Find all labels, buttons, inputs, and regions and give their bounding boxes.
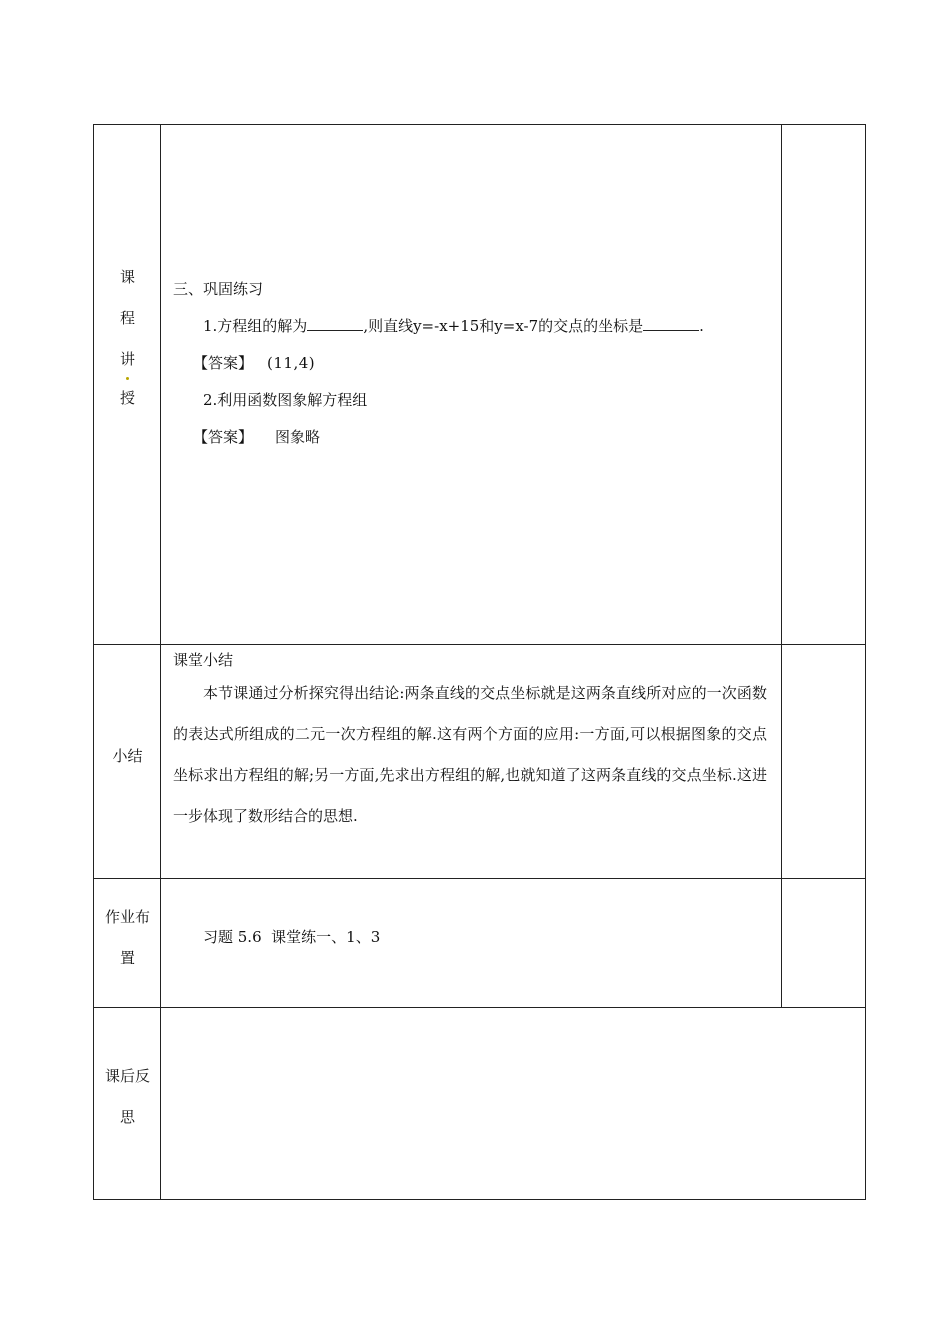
lecture-label-char-4: 授 xyxy=(119,389,135,407)
summary-label-cell xyxy=(94,645,161,879)
summary-label: 小结 xyxy=(112,747,143,765)
lecture-note-cell xyxy=(782,125,866,645)
homework-note-cell xyxy=(782,879,866,1008)
summary-content xyxy=(173,647,767,837)
question-1-middle: ,则直线y=-x+15和y=x-7的交点的坐标是 xyxy=(363,317,644,335)
answer-1-value: (11,4) xyxy=(267,354,316,372)
answer-2 xyxy=(173,419,767,456)
lecture-content-cell xyxy=(161,125,782,645)
question-1-prefix: 1.方程组的解为 xyxy=(203,317,308,335)
question-1-suffix: . xyxy=(699,317,704,335)
homework-text: 习题 5.6 课堂练一、1、3 xyxy=(203,928,381,946)
question-2: 2.利用函数图象解方程组 xyxy=(203,391,368,409)
lecture-row xyxy=(94,125,866,645)
answer-1-label: 【答案】 xyxy=(193,354,254,372)
answer-blank-2 xyxy=(643,316,699,331)
lecture-label-char-2: 程 xyxy=(119,309,135,327)
summary-row xyxy=(94,645,866,879)
lecture-label-char-3: 讲 xyxy=(119,350,135,368)
lecture-label xyxy=(94,267,161,408)
answer-blank-1 xyxy=(307,316,363,331)
lecture-content xyxy=(173,271,767,456)
homework-row xyxy=(94,879,866,1008)
homework-label-line-2: 置 xyxy=(119,949,135,967)
answer-2-value: 图象略 xyxy=(275,428,321,446)
reflection-row xyxy=(94,1008,866,1200)
homework-content-cell xyxy=(161,879,782,1008)
reflection-content-cell xyxy=(161,1008,866,1200)
homework-label-line-1: 作业布 xyxy=(104,908,150,926)
practice-heading: 三、巩固练习 xyxy=(173,280,264,298)
summary-content-cell xyxy=(161,645,782,879)
summary-heading: 课堂小结 xyxy=(173,651,234,669)
homework-label xyxy=(94,907,161,968)
answer-1 xyxy=(173,345,767,382)
reflection-label-line-2: 思 xyxy=(119,1108,135,1126)
decorative-dot xyxy=(126,377,129,380)
reflection-label-cell xyxy=(94,1008,161,1200)
lecture-label-char-1: 课 xyxy=(119,268,135,286)
homework-label-cell xyxy=(94,879,161,1008)
summary-paragraph: 本节课通过分析探究得出结论:两条直线的交点坐标就是这两条直线所对应的一次函数的表达式所组成的二元一次方程组的解.这有两个方面的应用:一方面,可以根据图象的交点坐标求出方程组的解;另一方面,先求出方程组的解,也就知道了这两条直线的交点坐标.这进一步体现了数形结合的思想. xyxy=(173,684,767,825)
reflection-label-line-1: 课后反 xyxy=(104,1067,150,1085)
lesson-plan-table xyxy=(93,124,866,1200)
lecture-label-cell xyxy=(94,125,161,645)
reflection-label xyxy=(94,1066,161,1127)
answer-2-label: 【答案】 xyxy=(193,428,254,446)
summary-note-cell xyxy=(782,645,866,879)
question-1 xyxy=(173,308,767,345)
